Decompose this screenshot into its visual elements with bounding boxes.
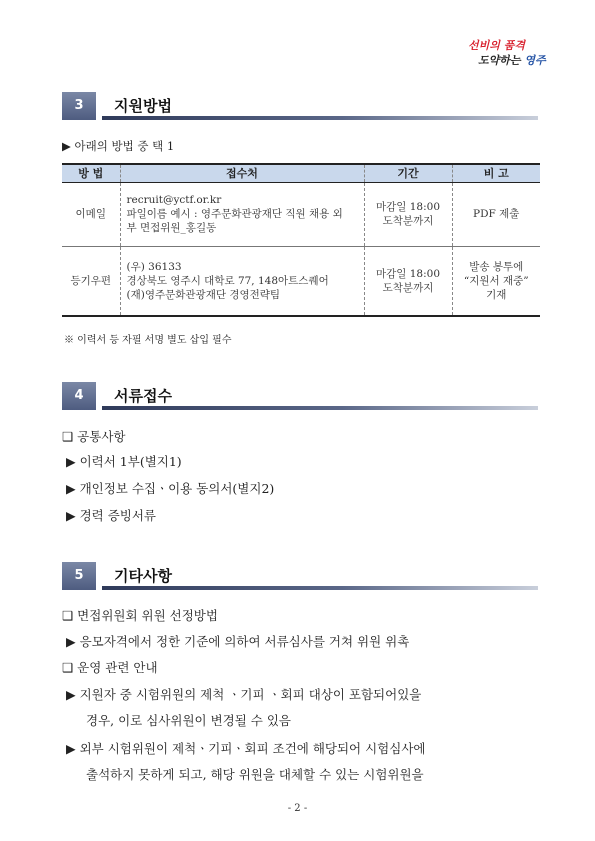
list-item: ▶ 경력 증빙서류 (66, 508, 157, 523)
recv-line: (우) 36133 (126, 260, 182, 273)
table-header: 비 고 (452, 164, 540, 182)
note-line: 기재 (486, 288, 507, 301)
section-3-header (62, 92, 538, 120)
recv-line: recruit@yctf.or.kr (126, 194, 222, 206)
section-underline (102, 116, 538, 120)
period-line: 도착분까지 (382, 281, 434, 294)
section-4-heading: ❑ 공통사항 (62, 429, 126, 444)
table-row (62, 182, 540, 246)
method-cell: 이메일 (62, 182, 120, 246)
period-line: 도착분까지 (382, 215, 434, 227)
method-cell: 등기우편 (62, 246, 120, 316)
list-item: ▶ 외부 시험위원이 제척ㆍ기피ㆍ회피 조건에 해당되어 시험심사에 (66, 741, 426, 756)
period-cell (364, 246, 452, 316)
recv-cell (120, 246, 364, 316)
section-title: 서류접수 (114, 387, 172, 405)
recv-line: 경상북도 영주시 대학로 77, 148아트스퀘어 (126, 274, 329, 287)
recv-line: 파일이름 예시 : 영주문화관광재단 직원 채용 외 (126, 208, 343, 220)
footnote: ※ 이력서 등 자필 서명 별도 삽입 필수 (64, 335, 232, 346)
logo-line1: 선비의 품격 (468, 39, 525, 52)
table-row (62, 246, 540, 316)
list-item: ▶ 응모자격에서 정한 기준에 의하여 서류심사를 거쳐 위원 위촉 (66, 634, 410, 649)
table-header: 기간 (364, 164, 452, 182)
recv-cell (120, 182, 364, 246)
logo-line2-accent: 영주 (524, 54, 546, 67)
list-item: ▶ 이력서 1부(별지1) (66, 454, 182, 469)
logo-line2-text: 도약하는 (478, 54, 525, 67)
note-line: PDF 제출 (473, 208, 520, 220)
section-number: 5 (62, 562, 96, 590)
section-3-intro: ▶ 아래의 방법 중 택 1 (62, 139, 175, 153)
section-underline (102, 586, 538, 590)
application-method-table (62, 163, 540, 317)
logo (468, 38, 558, 68)
period-cell (364, 182, 452, 246)
period-line: 마감일 18:00 (375, 201, 441, 213)
table-header: 방 법 (62, 164, 120, 182)
table-header: 접수처 (120, 164, 364, 182)
section-5-heading-2: ❑ 운영 관련 안내 (62, 660, 158, 675)
period-line: 마감일 18:00 (375, 267, 441, 280)
list-item-continued: 출석하지 못하게 되고, 해당 위원을 대체할 수 있는 시험위원을 (86, 767, 424, 782)
section-5-heading-1: ❑ 면접위원회 위원 선정방법 (62, 608, 218, 623)
section-4-header (62, 382, 538, 410)
recv-line: 부 면접위원_홍길동 (126, 222, 217, 234)
page-number: - 2 - (287, 803, 308, 814)
list-item: ▶ 지원자 중 시험위원의 제척 ㆍ기피 ㆍ회피 대상이 포함되어있을 (66, 687, 422, 702)
section-number: 4 (62, 382, 96, 410)
logo-line2 (468, 53, 558, 68)
section-5-header (62, 562, 538, 590)
note-cell (452, 246, 540, 316)
section-title: 기타사항 (114, 567, 172, 585)
note-line: “지원서 재중” (463, 274, 529, 287)
section-title: 지원방법 (114, 97, 172, 115)
list-item: ▶ 개인정보 수집ㆍ이용 동의서(별지2) (66, 481, 275, 496)
section-number: 3 (62, 92, 96, 120)
note-line: 발송 봉투에 (469, 260, 524, 273)
list-item-continued: 경우, 이로 심사위원이 변경될 수 있음 (86, 713, 291, 728)
recv-line: (재)영주문화관광재단 경영전략팀 (126, 288, 281, 301)
section-underline (102, 406, 538, 410)
note-cell (452, 182, 540, 246)
